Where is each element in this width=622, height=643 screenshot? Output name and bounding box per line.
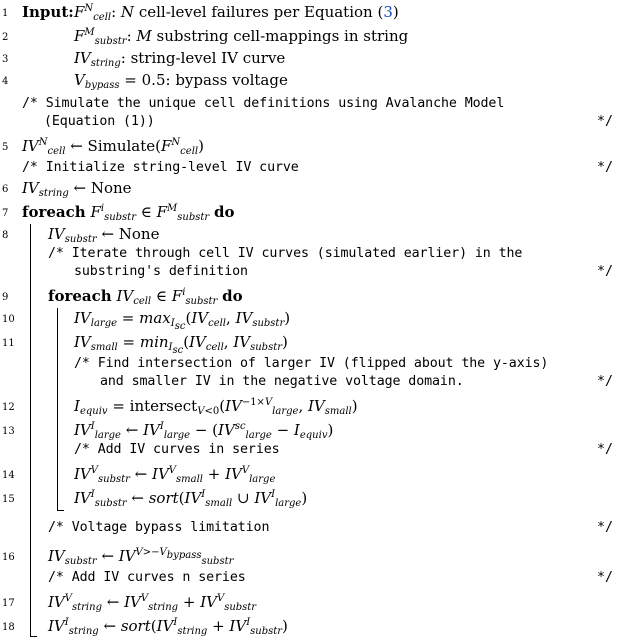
comment-end: */ — [597, 114, 614, 129]
code-line: $IV_{small} = \min_{I_{sc}}(IV_{cell}$, $IV_{substr}$) — [74, 333, 288, 356]
code-line: $IV^I_{string}$ ← $sort(IV^I_{string} + IV^I_{substr})$ — [48, 617, 288, 637]
comment-text: /* Add IV curves n series — [48, 570, 246, 585]
code-line: $I_{equiv}$ = $intersect_{V<0}(IV^{-1\times V}_{large}$, $IV_{small}$) — [74, 397, 358, 417]
line-number: 16 — [2, 552, 15, 563]
input-line-1: $F^N_{cell}$: N cell-level failures per Equation (3) — [74, 3, 399, 23]
comment-text: /* Voltage bypass limitation — [48, 520, 270, 535]
code-line: $IV^V_{string}$ ← $IV^V_{string} + IV^V_{substr}$ — [48, 593, 257, 613]
input-keyword: Input: — [22, 3, 74, 21]
line-number: 17 — [2, 598, 15, 609]
line-number: 10 — [2, 314, 15, 325]
input-line-4: $V_{bypass} = 0.5$: bypass voltage — [74, 71, 288, 91]
line-number: 7 — [2, 208, 9, 219]
comment-text: /* Add IV curves in series — [74, 442, 280, 457]
line-number: 14 — [2, 470, 15, 481]
line-number: 15 — [2, 494, 15, 505]
comment-text: and smaller IV in the negative voltage domain. — [100, 374, 464, 389]
comment-text: /* Initialize string-level IV curve — [22, 160, 299, 175]
line-number: 13 — [2, 426, 15, 437]
line-number: 12 — [2, 402, 15, 413]
inner-loop-bar — [57, 308, 58, 510]
input-line-3: $IV_{string}$: string-level IV curve — [74, 49, 286, 69]
comment-end: */ — [597, 520, 614, 535]
code-line: $IV_{large} = \max_{I_{sc}}(IV_{cell}$, $IV_{substr}$) — [74, 309, 291, 332]
inner-loop-end — [57, 510, 64, 511]
code-line: $IV_{substr}$ ← $IV^{V>-V_{bypass}}_{substr}$ — [48, 547, 234, 567]
code-line: $IV^N_{cell}$ ← $Simulate(F^N_{cell})$ — [22, 137, 204, 157]
comment-end: */ — [597, 442, 614, 457]
comment-text: /* Simulate the unique cell definitions using Avalanche Model — [22, 96, 505, 111]
comment-text: /* Find intersection of larger IV (flipped about the y-axis) — [74, 356, 549, 371]
line-number: 18 — [2, 622, 15, 633]
input-line-2: $F^M_{substr}$: M substring cell-mappings in string — [74, 27, 409, 47]
comment-text: substring's definition — [74, 264, 248, 279]
code-line: $IV^I_{substr}$ ← $sort(IV^I_{small}$ ∪ $IV^I_{large}$) — [74, 489, 308, 509]
line-number: 1 — [2, 8, 9, 19]
line-number: 2 — [2, 32, 9, 43]
line-number: 4 — [2, 76, 9, 87]
line-number: 9 — [2, 292, 9, 303]
line-number: 11 — [2, 338, 15, 349]
code-line: $IV_{string}$ ← None — [22, 179, 132, 199]
comment-end: */ — [597, 160, 614, 175]
line-number: 8 — [2, 230, 9, 241]
comment-end: */ — [597, 570, 614, 585]
line-number: 6 — [2, 184, 9, 195]
line-number: 5 — [2, 142, 9, 153]
code-line: $IV_{substr}$ ← None — [48, 225, 160, 245]
code-line: foreach $F^i_{substr}$ ∈ $F^M_{substr}$ do — [22, 203, 235, 223]
comment-end: */ — [597, 264, 614, 279]
outer-loop-end — [30, 636, 37, 637]
code-line: $IV^V_{substr}$ ← $IV^V_{small} + IV^V_{large}$ — [74, 465, 276, 485]
comment-text: (Equation (1)) — [44, 114, 155, 129]
comment-end: */ — [597, 374, 614, 389]
code-line: $IV^I_{large}$ ← $IV^I_{large} - (IV^{sc}_{large} - I_{equiv})$ — [74, 421, 334, 441]
line-number: 3 — [2, 54, 9, 65]
outer-loop-bar — [30, 224, 31, 636]
comment-text: /* Iterate through cell IV curves (simulated earlier) in the — [48, 246, 523, 261]
code-line: foreach $IV_{cell}$ ∈ $F^i_{substr}$ do — [48, 287, 243, 307]
